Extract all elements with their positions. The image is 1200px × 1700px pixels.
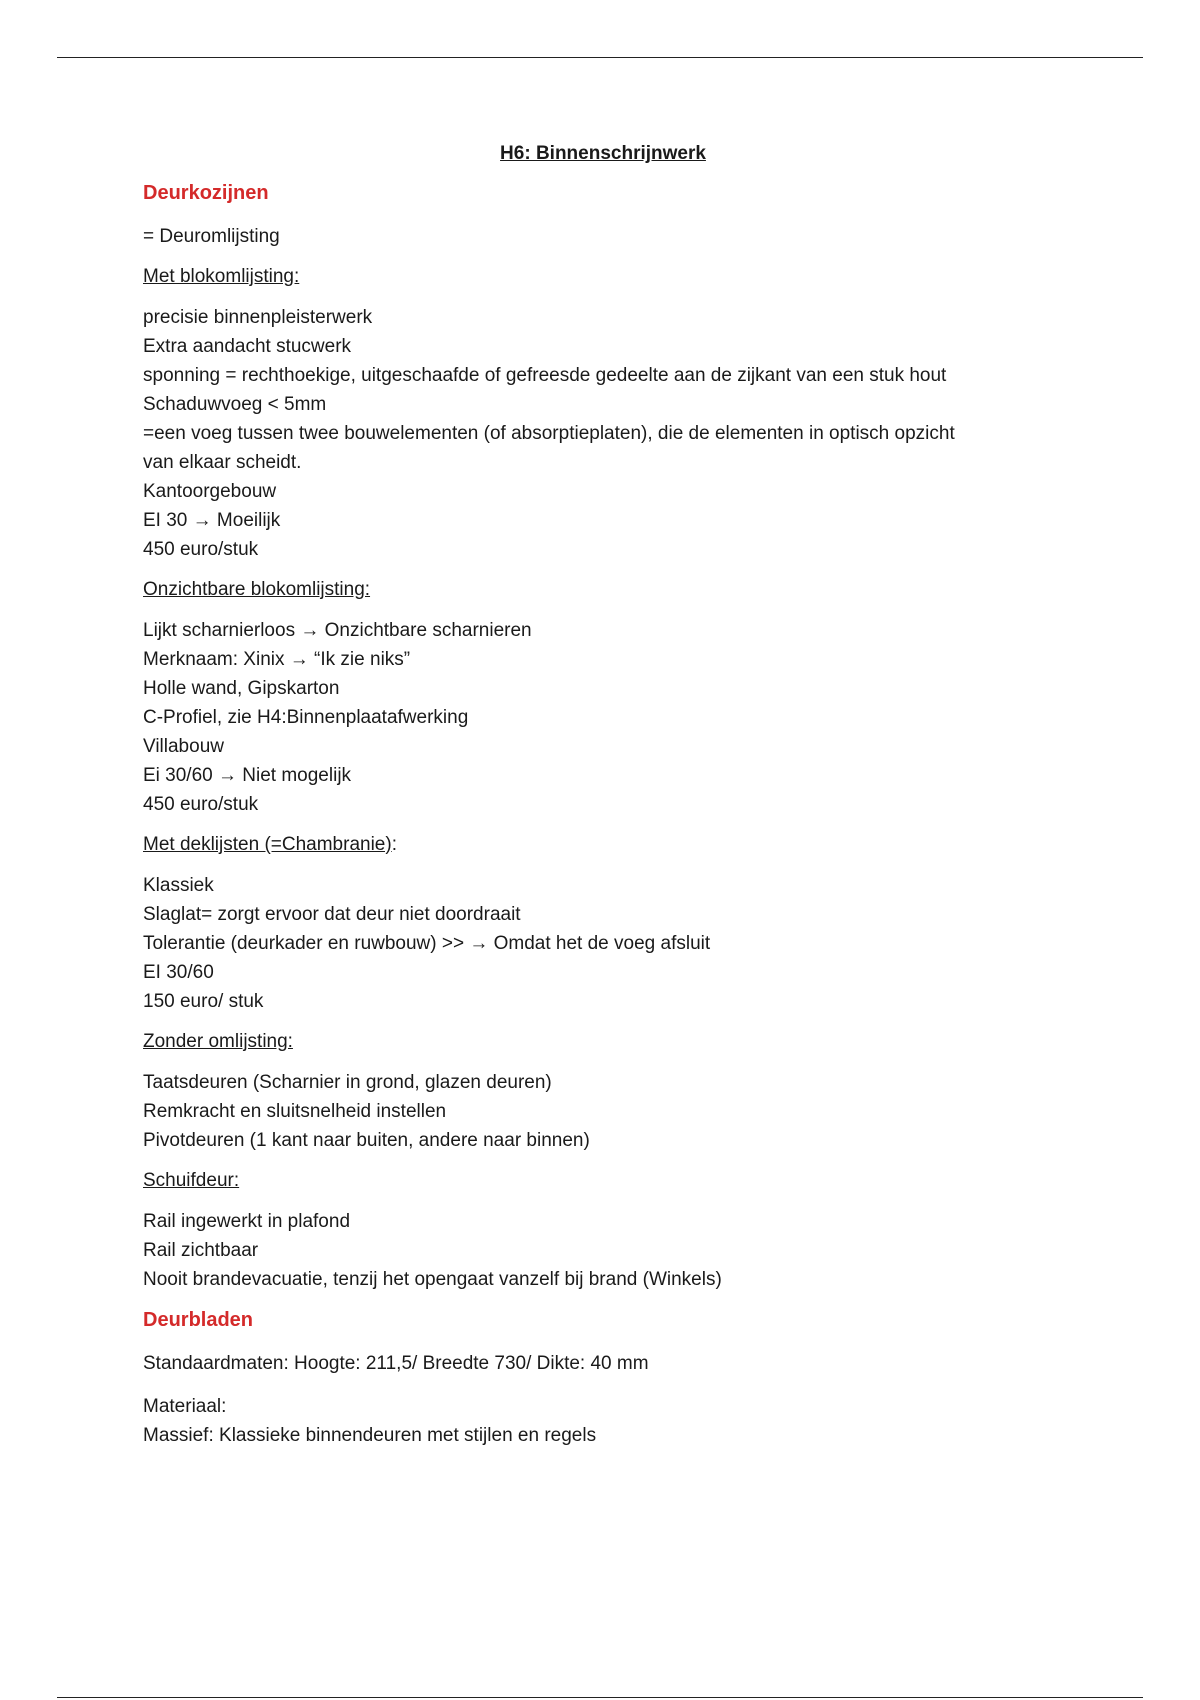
text-line: Rail zichtbaar (143, 1240, 259, 1261)
section-heading: Deurbladen (143, 1309, 254, 1331)
section-heading: Deurkozijnen (143, 182, 269, 204)
text-line: EI 30/60 (143, 962, 214, 983)
text-line: Massief: Klassieke binnendeuren met stijlen en regels (143, 1425, 597, 1446)
subheading (143, 833, 1063, 857)
document-body (143, 181, 1063, 1450)
document-page (143, 143, 1063, 1464)
text-line: Pivotdeuren (1 kant naar buiten, andere naar binnen) (143, 1130, 590, 1151)
subheading (143, 265, 1063, 289)
paragraph (143, 1207, 1063, 1294)
paragraph (143, 1392, 1063, 1450)
subheading (143, 578, 1063, 602)
paragraph: Standaardmaten: Hoogte: 211,5/ Breedte 730/ Dikte: 40 mm (143, 1353, 649, 1374)
text-line: Extra aandacht stucwerk (143, 336, 352, 357)
subheading-text: Onzichtbare blokomlijsting: (143, 579, 371, 600)
text-line: Villabouw (143, 736, 224, 757)
text-line: Tolerantie (deurkader en ruwbouw) >> → Omdat het de voeg afsluit (143, 933, 711, 954)
text-line: Remkracht en sluitsnelheid instellen (143, 1101, 447, 1122)
text-line: 150 euro/ stuk (143, 991, 264, 1012)
text-line: Schaduwvoeg < 5mm (143, 394, 327, 415)
subheading-text: Schuifdeur: (143, 1170, 240, 1191)
page-title: H6: Binnenschrijnwerk (500, 143, 706, 164)
text-line: Merknaam: Xinix → “Ik zie niks” (143, 649, 411, 670)
text-line: C-Profiel, zie H4:Binnenplaatafwerking (143, 707, 469, 728)
paragraph: = Deuromlijsting (143, 226, 280, 247)
subheading-text: Met deklijsten (=Chambranie) (143, 834, 392, 855)
text-line: 450 euro/stuk (143, 539, 259, 560)
text-line: Holle wand, Gipskarton (143, 678, 340, 699)
text-line: Kantoorgebouw (143, 481, 277, 502)
text-line: Taatsdeuren (Scharnier in grond, glazen deuren) (143, 1072, 552, 1093)
paragraph (143, 616, 1063, 819)
subheading (143, 1030, 1063, 1054)
text-line: precisie binnenpleisterwerk (143, 307, 373, 328)
paragraph (143, 1068, 1063, 1155)
subheading (143, 1169, 1063, 1193)
subheading-text: Zonder omlijsting: (143, 1031, 293, 1052)
paragraph (143, 303, 1063, 564)
header-rule (57, 57, 1143, 58)
text-line: van elkaar scheidt. (143, 452, 302, 473)
text-line: sponning = rechthoekige, uitgeschaafde of gefreesde gedeelte aan de zijkant van een stuk hout (143, 365, 947, 386)
subheading-suffix: : (391, 834, 397, 855)
text-line: Nooit brandevacuatie, tenzij het opengaat vanzelf bij brand (Winkels) (143, 1269, 722, 1290)
text-line: Materiaal: (143, 1396, 227, 1417)
text-line: Ei 30/60 → Niet mogelijk (143, 765, 352, 786)
text-line: =een voeg tussen twee bouwelementen (of absorptieplaten), die de elementen in optisch opzicht (143, 423, 955, 444)
footer-rule (57, 1697, 1143, 1698)
text-line: EI 30 → Moeilijk (143, 510, 281, 531)
text-line: Slaglat= zorgt ervoor dat deur niet doordraait (143, 904, 521, 925)
text-line: Lijkt scharnierloos → Onzichtbare scharnieren (143, 620, 532, 641)
subheading-text: Met blokomlijsting: (143, 266, 300, 287)
paragraph (143, 871, 1063, 1016)
text-line: Rail ingewerkt in plafond (143, 1211, 351, 1232)
text-line: Klassiek (143, 875, 214, 896)
text-line: 450 euro/stuk (143, 794, 259, 815)
